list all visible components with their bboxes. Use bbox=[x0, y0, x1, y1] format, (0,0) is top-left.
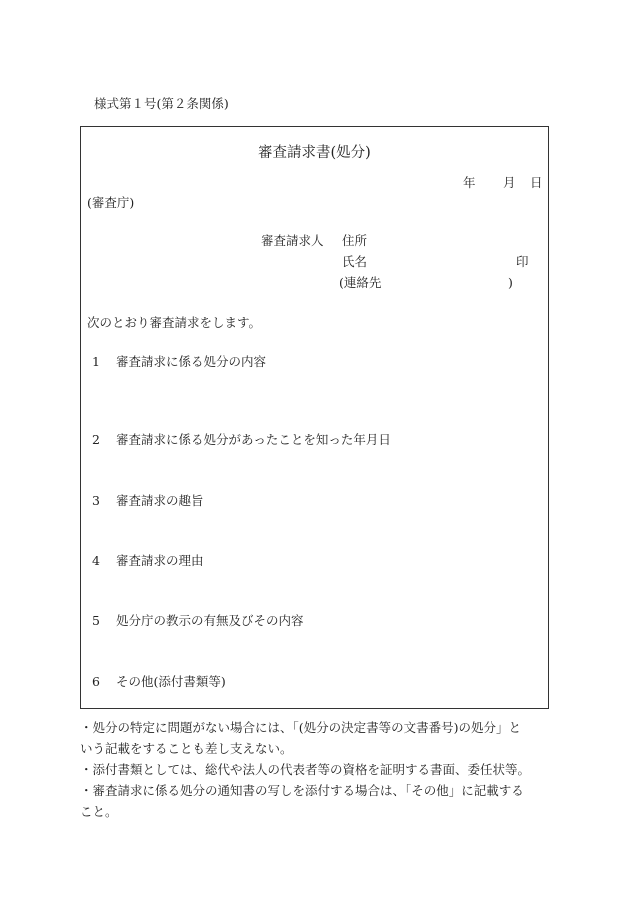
item-text: 審査請求の趣旨 bbox=[116, 493, 204, 508]
name-label: 氏名 bbox=[342, 254, 368, 269]
note-line: いう記載をすることも差し支えない。 bbox=[80, 741, 293, 756]
item-text: その他(添付書類等) bbox=[116, 674, 226, 689]
address-label: 住所 bbox=[342, 233, 368, 248]
form-label: 様式第１号(第２条関係) bbox=[94, 96, 229, 111]
item-number: 1 bbox=[92, 354, 100, 369]
form-title: 審査請求書(処分) bbox=[258, 145, 371, 161]
requester-label: 審査請求人 bbox=[261, 233, 324, 248]
intro-text: 次のとおり審査請求をします。 bbox=[87, 315, 262, 330]
item-text: 審査請求に係る処分の内容 bbox=[116, 354, 267, 369]
item-text: 審査請求の理由 bbox=[116, 553, 204, 568]
date-month: 月 bbox=[503, 175, 516, 190]
note-line: ・審査請求に係る処分の通知書の写しを添付する場合は、「その他」に記載する bbox=[80, 783, 524, 798]
addressee: (審査庁) bbox=[87, 195, 135, 210]
contact-close: ) bbox=[508, 275, 513, 290]
date-day: 日 bbox=[530, 175, 543, 190]
item-number: 6 bbox=[92, 674, 100, 689]
date-year: 年 bbox=[463, 175, 476, 190]
note-line: ・処分の特定に問題がない場合には、「(処分の決定書等の文書番号)の処分」と bbox=[80, 720, 522, 735]
seal-mark: 印 bbox=[516, 254, 529, 269]
item-number: 5 bbox=[92, 613, 100, 628]
contact-open: (連絡先 bbox=[339, 275, 382, 290]
item-text: 処分庁の教示の有無及びその内容 bbox=[116, 613, 304, 628]
notes bbox=[80, 717, 554, 822]
item-text: 審査請求に係る処分があったことを知った年月日 bbox=[116, 432, 391, 447]
item-number: 3 bbox=[92, 493, 100, 508]
item-number: 2 bbox=[92, 432, 100, 447]
item-number: 4 bbox=[92, 553, 100, 568]
note-line: ・添付書類としては、総代や法人の代表者等の資格を証明する書面、委任状等。 bbox=[80, 762, 531, 777]
note-line: こと。 bbox=[80, 804, 118, 819]
